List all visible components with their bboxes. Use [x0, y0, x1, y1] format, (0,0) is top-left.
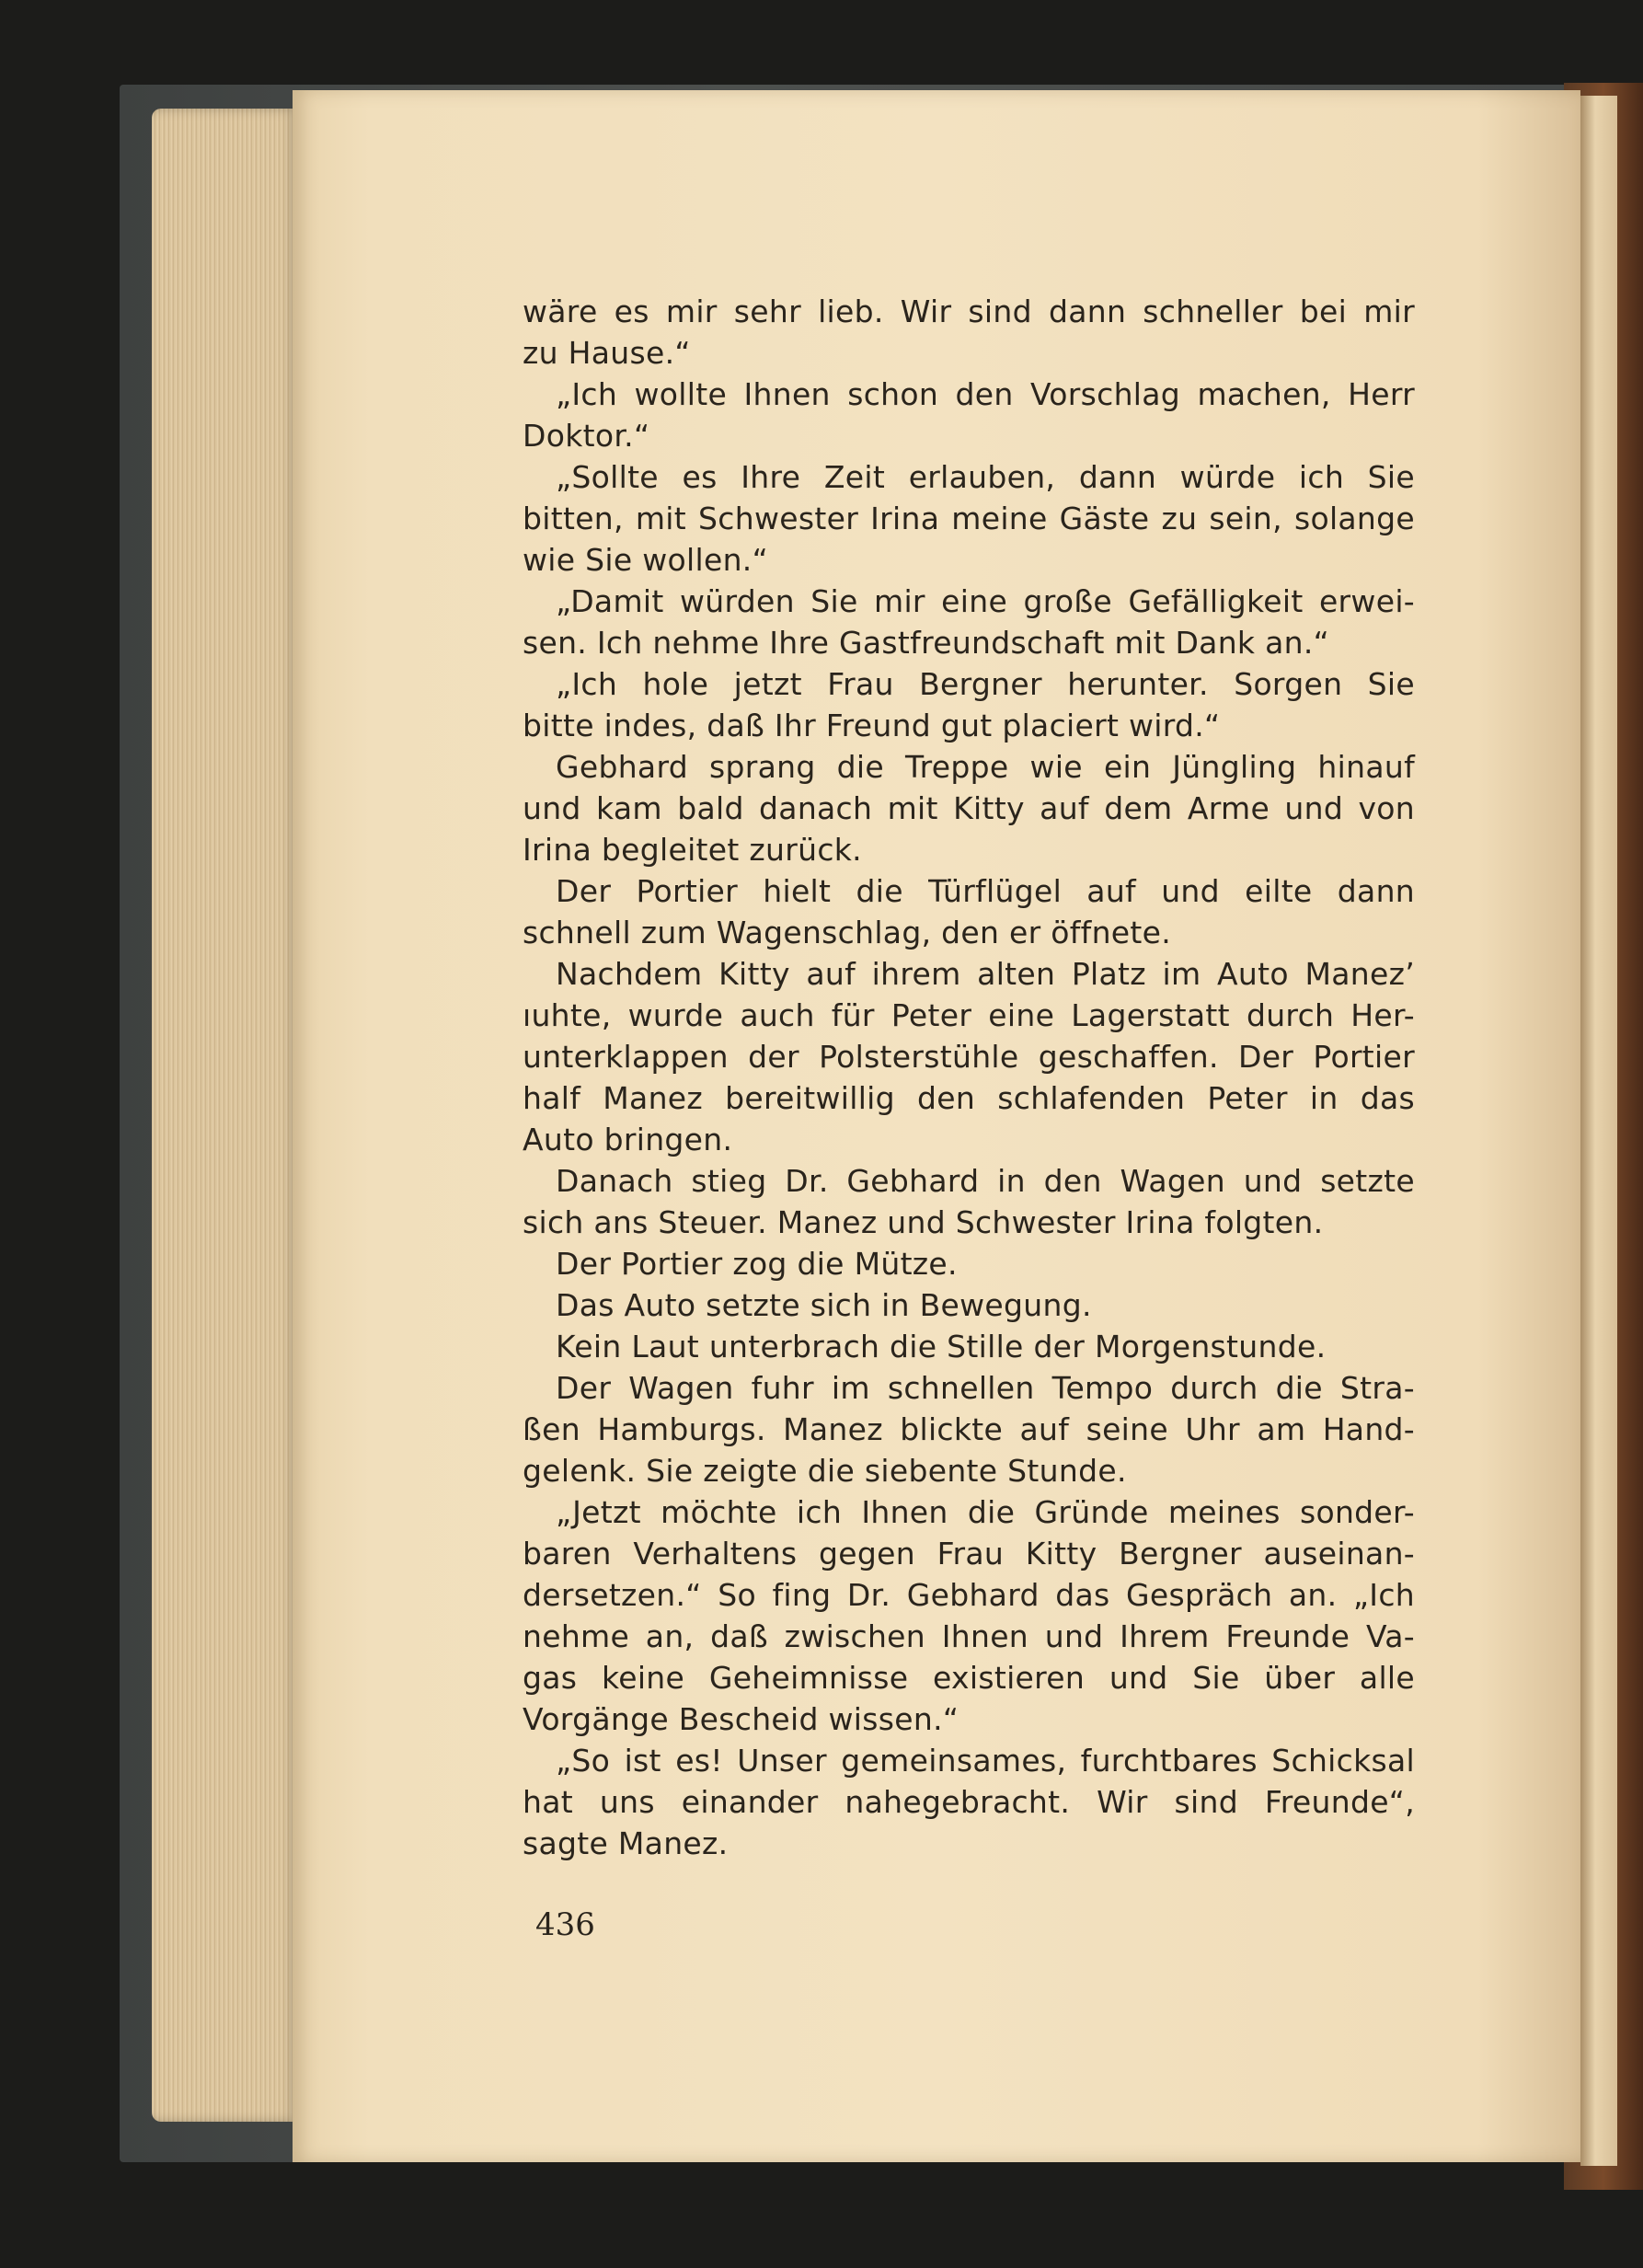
text-line: bitte indes, daß Ihr Freund gut placiert wird.“ [523, 708, 1221, 743]
text-line: Der Portier hielt die Türflügel auf und eilte dann [556, 873, 1415, 909]
text-line: Nachdem Kitty auf ihrem alten Platz im Auto Manez’ [556, 956, 1415, 992]
text-line: sagte Manez. [523, 1825, 729, 1861]
text-line: „Jetzt möchte ich Ihnen die Gründe meines sonder- [556, 1494, 1415, 1530]
text-line: sich ans Steuer. Manez und Schwester Irina folgten. [523, 1204, 1324, 1240]
text-line: Der Portier zog die Mütze. [556, 1246, 958, 1282]
text-line: „Ich wollte Ihnen schon den Vorschlag machen, Herr [556, 376, 1415, 412]
text-line: Kein Laut unterbrach die Stille der Morgenstunde. [556, 1329, 1327, 1364]
page-body-text [523, 291, 1415, 1864]
text-line: „So ist es! Unser gemeinsames, furchtbares Schicksal [556, 1743, 1415, 1779]
text-line: Danach stieg Dr. Gebhard in den Wagen und setzte [556, 1163, 1415, 1199]
page-number: 436 [535, 1906, 595, 1943]
text-line: schnell zum Wagenschlag, den er öffnete. [523, 915, 1172, 950]
text-line: zu Hause.“ [523, 335, 691, 371]
text-line: Doktor.“ [523, 418, 650, 454]
text-line: sen. Ich nehme Ihre Gastfreundschaft mit Dank an.“ [523, 625, 1330, 661]
text-line: „Sollte es Ihre Zeit erlauben, dann würde ich Sie [556, 459, 1415, 495]
text-line: Irina begleitet zurück. [523, 832, 862, 868]
text-line: half Manez bereitwillig den schlafenden Peter in das [523, 1080, 1415, 1116]
text-line: ßen Hamburgs. Manez blickte auf seine Uhr am Hand- [523, 1411, 1415, 1447]
text-line: Der Wagen fuhr im schnellen Tempo durch die Stra- [556, 1370, 1415, 1406]
text-line: baren Verhaltens gegen Frau Kitty Bergner auseinan- [523, 1536, 1415, 1571]
text-line: unterklappen der Polsterstühle geschaffen. Der Portier [523, 1039, 1415, 1075]
text-line: gelenk. Sie zeigte die siebente Stunde. [523, 1453, 1127, 1489]
text-line: bitten, mit Schwester Irina meine Gäste zu sein, solange [523, 501, 1415, 536]
text-line: Gebhard sprang die Treppe wie ein Jüngling hinauf [556, 749, 1415, 785]
text-line: Das Auto setzte sich in Bewegung. [556, 1287, 1092, 1323]
text-line: wie Sie wollen.“ [523, 542, 768, 578]
text-line: nehme an, daß zwischen Ihnen und Ihrem Freunde Va- [523, 1618, 1415, 1654]
text-line: dersetzen.“ So fing Dr. Gebhard das Gespräch an. „Ich [523, 1577, 1415, 1613]
text-line: Auto bringen. [523, 1122, 733, 1157]
text-line: hat uns einander nahegebracht. Wir sind Freunde“, [523, 1784, 1415, 1820]
facing-page-edge [1580, 96, 1617, 2166]
text-line: gas keine Geheimnisse existieren und Sie über alle [523, 1660, 1415, 1696]
text-line: Vorgänge Bescheid wissen.“ [523, 1701, 959, 1737]
page-stack-edges [152, 109, 299, 2122]
text-line: ıuhte, wurde auch für Peter eine Lagerstatt durch Her- [523, 997, 1415, 1033]
text-line: und kam bald danach mit Kitty auf dem Arme und von [523, 790, 1415, 826]
text-line: wäre es mir sehr lieb. Wir sind dann schneller bei mir [523, 294, 1415, 329]
text-line: „Ich hole jetzt Frau Bergner herunter. Sorgen Sie [556, 666, 1415, 702]
text-line: „Damit würden Sie mir eine große Gefälligkeit erwei- [556, 583, 1415, 619]
